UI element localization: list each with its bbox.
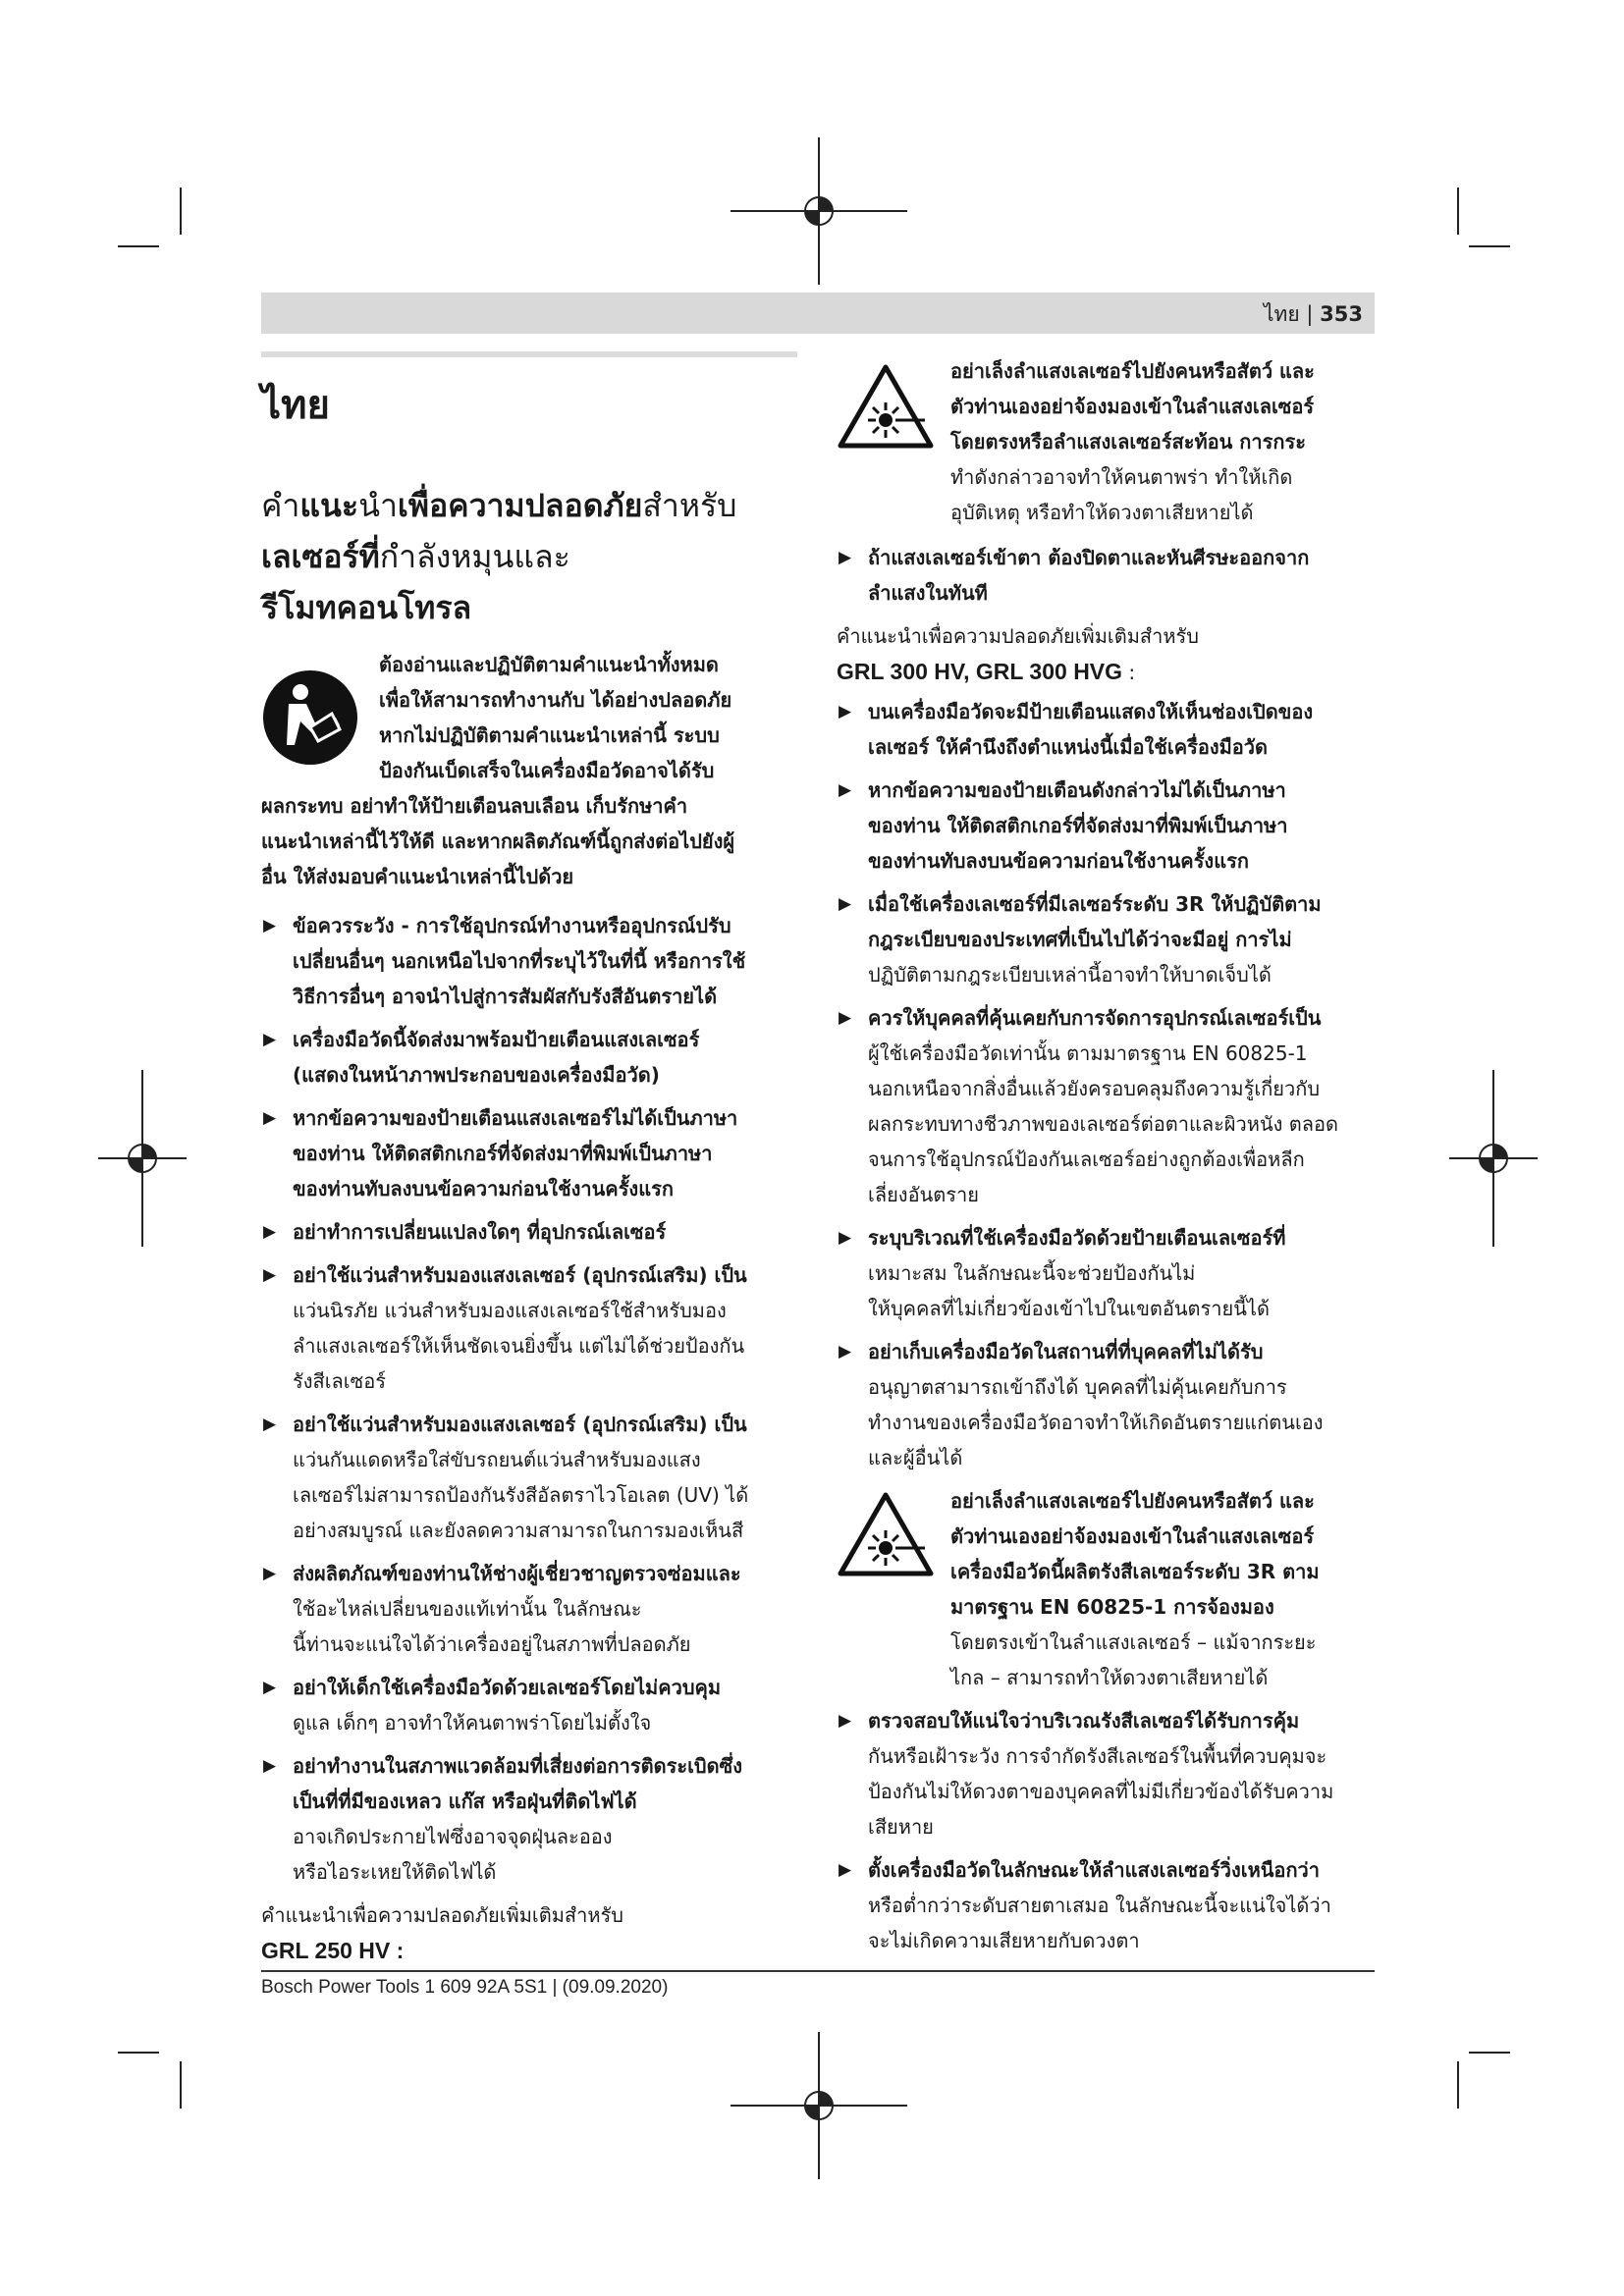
list-item-line: จะไม่เกิดความเสียหายกับดวงตา	[868, 1929, 1140, 1952]
header-section: ไทย	[1263, 302, 1300, 326]
list-item-line: ใช้อะไหล่เปลี่ยนของแท้เท่านั้น ในลักษณะ	[293, 1597, 642, 1621]
intro-line: หากไม่ปฏิบัติตามคำแนะนำเหล่านี้ ระบบ	[379, 723, 720, 747]
list-item-line: หากข้อความของป้ายเตือนดังกล่าวไม่ได้เป็นภาษา	[868, 778, 1286, 802]
warning-line: ตัวท่านเองอย่าจ้องมองเข้าในลำแสงเลเซอร์	[950, 1524, 1315, 1548]
list-item-line: อย่าใช้แว่นสำหรับมองแสงเลเซอร์ (อุปกรณ์เสริม) เป็น	[293, 1263, 747, 1287]
section-rule	[261, 351, 797, 357]
warning-line: เครื่องมือวัดนี้ผลิตรังสีเลเซอร์ระดับ 3R ตาม	[950, 1560, 1320, 1583]
crop-mark	[118, 245, 159, 247]
list-item: ▶ ระบุบริเวณที่ใช้เครื่องมือวัดด้วยป้ายเตือนเลเซอร์ที่ เหมาะสม ในลักษณะนี้จะช่วยป้องกันไม่ ให้บุคคลที่ไม่เกี่ยวข้องเข้าไปในเขตอันตรายนี้ได้	[837, 1220, 1386, 1326]
list-item-line: เหมาะสม ในลักษณะนี้จะช่วยป้องกันไม่	[868, 1261, 1196, 1285]
intro-block	[261, 647, 803, 894]
list-item-line: หรือต่ำกว่าระดับสายตาเสมอ ในลักษณะนี้จะแน่ใจได้ว่า	[868, 1894, 1331, 1917]
list-item: ▶ อย่าทำงานในสภาพแวดล้อมที่เสี่ยงต่อการติดระเบิดซึ่ง เป็นที่ที่มีของเหลว แก๊ส หรือฝุ่นที่ติดไฟได้ อาจเกิดประกายไฟซึ่งอาจจุดฝุ่นละออง หรือไอระเหยให้ติดไฟได้	[261, 1748, 803, 1890]
intro-line: ต้องอ่านและปฏิบัติตามคำแนะนำทั้งหมด	[379, 653, 719, 676]
list-item: ▶ อย่าให้เด็กใช้เครื่องมือวัดด้วยเลเซอร์โดยไม่ควบคุม ดูแล เด็กๆ อาจทำให้คนตาพร่าโดยไม่ตั้งใจ	[261, 1670, 803, 1740]
list-item: ▶ ตั้งเครื่องมือวัดในลักษณะให้ลำแสงเลเซอร์วิ่งเหนือกว่า หรือต่ำกว่าระดับสายตาเสมอ ในลักษณะนี้จะแน่ใจได้ว่า จะไม่เกิดความเสียหายกับดวงตา	[837, 1852, 1386, 1958]
list-item: ▶ เครื่องมือวัดนี้จัดส่งมาพร้อมป้ายเตือนแสงเลเซอร์ (แสดงในหน้าภาพประกอบของเครื่องมือวัด)	[261, 1022, 803, 1093]
right-column	[837, 353, 1386, 1966]
heading-part: เลเซอร์ที่	[261, 538, 380, 575]
list-item-line: ตั้งเครื่องมือวัดในลักษณะให้ลำแสงเลเซอร์วิ่งเหนือกว่า	[868, 1858, 1321, 1882]
list-item-line: เครื่องมือวัดนี้จัดส่งมาพร้อมป้ายเตือนแสงเลเซอร์	[293, 1028, 700, 1051]
list-item: ▶ หากข้อความของป้ายเตือนดังกล่าวไม่ได้เป็นภาษา ของท่าน ให้ติดสติกเกอร์ที่จัดส่งมาที่พิมพ์เป็นภาษา ของท่านทับลงบนข้อความก่อนใช้งานครั้งแรก	[837, 773, 1386, 879]
list-item: ▶ อย่าเก็บเครื่องมือวัดในสถานที่ที่บุคคลที่ไม่ได้รับ อนุญาตสามารถเข้าถึงได้ บุคคลที่ไม่คุ้นเคยกับการ ทำงานของเครื่องมือวัดอาจทำให้เกิดอันตรายแก่ตนเอง และผู้อื่นได้	[837, 1334, 1386, 1475]
heading-part: นำ	[358, 487, 398, 524]
list-item-line: อย่าให้เด็กใช้เครื่องมือวัดด้วยเลเซอร์โดยไม่ควบคุม	[293, 1676, 722, 1699]
page-header	[261, 293, 1375, 334]
list-item-line: ทำงานของเครื่องมือวัดอาจทำให้เกิดอันตรายแก่ตนเอง	[868, 1411, 1324, 1434]
list-item-line: วิธีการอื่นๆ อาจนำไปสู่การสัมผัสกับรังสีอันตรายได้	[293, 985, 718, 1008]
list-item-line: ของท่านทับลงบนข้อความก่อนใช้งานครั้งแรก	[868, 849, 1249, 873]
model-label: GRL 300 HV, GRL 300 HVG	[837, 659, 1123, 684]
list-item: ▶ อย่าใช้แว่นสำหรับมองแสงเลเซอร์ (อุปกรณ์เสริม) เป็น แว่นนิรภัย แว่นสำหรับมองแสงเลเซอร์ใช้สำหรับมอง ลำแสงเลเซอร์ให้เห็นชัดเจนยิ่งขึ้น แต่ไม่ได้ช่วยป้องกัน รังสีเลเซอร์	[261, 1257, 803, 1399]
crop-mark	[118, 2052, 159, 2054]
warning-text: โดยตรงหรือลำแสงเลเซอร์สะท้อน การกระ	[950, 430, 1306, 454]
warning-line: โดยตรงเข้าในลำแสงเลเซอร์ – แม้จากระยะ	[950, 1630, 1317, 1654]
intro-line: ผลกระทบ อย่าทำให้ป้ายเตือนลบเลือน เก็บรักษาคำ	[261, 794, 688, 818]
registration-mark-left	[98, 1070, 187, 1247]
registration-mark-bottom	[731, 2032, 907, 2179]
model-label: GRL 250 HV :	[261, 1938, 405, 1963]
list-item-line: ให้บุคคลที่ไม่เกี่ยวข้องเข้าไปในเขตอันตรายนี้ได้	[868, 1297, 1270, 1320]
left-column	[261, 378, 803, 1968]
registration-mark-top	[731, 137, 907, 285]
list-item-line: ผลกระทบทางชีวภาพของเลเซอร์ต่อตาและผิวหนัง ตลอด	[868, 1112, 1339, 1136]
warning-line: ตัวท่านเองอย่าจ้องมองเข้าในลำแสงเลเซอร์	[950, 395, 1315, 418]
list-item: ▶ ส่งผลิตภัณฑ์ของท่านให้ช่างผู้เชี่ยวชาญตรวจซ่อมและ ใช้อะไหล่เปลี่ยนของแท้เท่านั้น ในลักษณะ นี้ท่านจะแน่ใจได้ว่าเครื่องอยู่ในสภาพที่ปลอดภัย	[261, 1556, 803, 1662]
list-item: ▶ ถ้าแสงเลเซอร์เข้าตา ต้องปิดตาและหันศีรษะออกจาก ลำแสงในทันที	[837, 540, 1386, 611]
heading-part: คำ	[261, 487, 300, 524]
laser-warning-block	[837, 353, 1386, 530]
list-item-line: ลำแสงเลเซอร์ให้เห็นชัดเจนยิ่งขึ้น แต่ไม่ได้ช่วยป้องกัน	[293, 1334, 745, 1358]
read-manual-icon	[261, 668, 359, 767]
intro-line: เพื่อให้สามารถทำงานกับ ได้อย่างปลอดภัย	[379, 688, 732, 712]
page-footer: Bosch Power Tools 1 609 92A 5S1 | (09.09.2020)	[261, 1977, 669, 1998]
page-header-label	[1264, 298, 1363, 331]
list-item-line: ลำแสงในทันที	[868, 581, 988, 605]
list-item-line: ตรวจสอบให้แน่ใจว่าบริเวณรังสีเลเซอร์ได้รับการคุ้ม	[868, 1709, 1300, 1733]
list-item-line: ส่งผลิตภัณฑ์ของท่านให้ช่างผู้เชี่ยวชาญตรวจซ่อมและ	[293, 1562, 741, 1585]
list-item-line: หรือไอระเหยให้ติดไฟได้	[293, 1860, 497, 1884]
list-item-line: ควรให้บุคคลที่คุ้นเคยกับการจัดการอุปกรณ์เลเซอร์เป็น	[868, 1006, 1322, 1030]
list-item: ▶ บนเครื่องมือวัดจะมีป้ายเตือนแสดงให้เห็นช่องเปิดของ เลเซอร์ ให้คำนึงถึงตำแหน่งนี้เมื่อใช้เครื่องมือวัด	[837, 694, 1386, 765]
list-item-line: เลเซอร์ไม่สามารถป้องกันรังสีอัลตราไวโอเลต (UV) ได้	[293, 1483, 749, 1507]
list-item-line: จนการใช้อุปกรณ์ป้องกันเลเซอร์อย่างถูกต้องเพื่อหลีก	[868, 1148, 1305, 1171]
model-colon: :	[1122, 661, 1136, 684]
list-item-line: อย่าทำการเปลี่ยนแปลงใดๆ ที่อุปกรณ์เลเซอร์	[293, 1220, 667, 1244]
list-item-line: เลี่ยงอันตราย	[868, 1183, 979, 1206]
list-item-line: ปฏิบัติตามกฎระเบียบเหล่านี้อาจทำให้บาดเจ็บได้	[868, 963, 1272, 987]
list-item: ▶ อย่าใช้แว่นสำหรับมองแสงเลเซอร์ (อุปกรณ์เสริม) เป็น แว่นกันแดดหรือใส่ขับรถยนต์แว่นสำหรับมองแสง เลเซอร์ไม่สามารถป้องกันรังสีอัลตราไวโอเลต (UV) ได้ อย่างสมบูรณ์ และยังลดความสามารถในการมองเห็นสี	[261, 1407, 803, 1548]
safety-heading	[261, 480, 803, 633]
crop-mark	[1457, 2061, 1459, 2109]
model-line	[837, 654, 1386, 690]
list-item-line: และผู้อื่นได้	[868, 1446, 963, 1469]
heading-part: กำลังหมุนและ	[379, 538, 570, 575]
list-item-line: เมื่อใช้เครื่องเลเซอร์ที่มีเลเซอร์ระดับ 3R ให้ปฏิบัติตาม	[868, 892, 1322, 916]
list-item-line: เป็นที่ที่มีของเหลว แก๊ส หรือฝุ่นที่ติดไฟได้	[293, 1789, 637, 1813]
intro-line: ป้องกันเบ็ดเสร็จในเครื่องมือวัดอาจได้รับ	[379, 759, 715, 782]
laser-warning-icon	[837, 1491, 935, 1579]
section-title: ไทย	[261, 383, 330, 428]
page-number: 353	[1320, 302, 1363, 326]
list-item-line: ข้อควรระวัง - การใช้อุปกรณ์ทำงานหรืออุปกรณ์ปรับ	[293, 914, 731, 937]
list-item-line: ของท่าน ให้ติดสติกเกอร์ที่จัดส่งมาที่พิมพ์เป็นภาษา	[293, 1142, 713, 1165]
list-item-line: ของท่าน ให้ติดสติกเกอร์ที่จัดส่งมาที่พิมพ์เป็นภาษา	[868, 814, 1288, 837]
list-item-line: อย่างสมบูรณ์ และยังลดความสามารถในการมองเห็นสี	[293, 1519, 744, 1542]
intro-line: อื่น ให้ส่งมอบคำแนะนำเหล่านี้ไปด้วย	[261, 865, 574, 888]
crop-mark	[180, 187, 182, 235]
list-item-line: อย่าใช้แว่นสำหรับมองแสงเลเซอร์ (อุปกรณ์เสริม) เป็น	[293, 1413, 747, 1436]
crop-mark	[1469, 2052, 1510, 2054]
laser-warning-block	[837, 1483, 1386, 1695]
warning-line: อย่าเล็งลำแสงเลเซอร์ไปยังคนหรือสัตว์ และ	[950, 1489, 1315, 1513]
list-item-line: กันหรือเฝ้าระวัง การจำกัดรังสีเลเซอร์ในพื้นที่ควบคุมจะ	[868, 1744, 1327, 1768]
warning-line: อุบัติเหตุ หรือทำให้ดวงตาเสียหายได้	[950, 501, 1254, 524]
heading-part: รีโมทคอนโทรล	[261, 589, 472, 626]
list-item: ▶ หากข้อความของป้ายเตือนแสงเลเซอร์ไม่ได้เป็นภาษา ของท่าน ให้ติดสติกเกอร์ที่จัดส่งมาที่พิมพ์เป็นภาษา ของท่านทับลงบนข้อความก่อนใช้งานครั้งแรก	[261, 1100, 803, 1206]
list-item: ▶ เมื่อใช้เครื่องเลเซอร์ที่มีเลเซอร์ระดับ 3R ให้ปฏิบัติตาม กฎระเบียบของประเทศที่เป็นไปได้ว่าจะมีอยู่ การไม่ ปฏิบัติตามกฎระเบียบเหล่านี้อาจทำให้บาดเจ็บได้	[837, 886, 1386, 992]
list-item: ▶ ข้อควรระวัง - การใช้อุปกรณ์ทำงานหรืออุปกรณ์ปรับ เปลี่ยนอื่นๆ นอกเหนือไปจากที่ระบุไว้ในที่นี้ หรือการใช้ วิธีการอื่นๆ อาจนำไปสู่การสัมผัสกับรังสีอันตรายได้	[261, 908, 803, 1014]
crop-mark	[180, 2061, 182, 2109]
intro-line: แนะนำเหล่านี้ไว้ให้ดี และหากผลิตภัณฑ์นี้ถูกส่งต่อไปยังผู้	[261, 829, 735, 853]
list-item-line: เลเซอร์ ให้คำนึงถึงตำแหน่งนี้เมื่อใช้เครื่องมือวัด	[868, 735, 1269, 759]
list-item-line: อนุญาตสามารถเข้าถึงได้ บุคคลที่ไม่คุ้นเคยกับการ	[868, 1375, 1287, 1399]
list-item: ▶ อย่าทำการเปลี่ยนแปลงใดๆ ที่อุปกรณ์เลเซอร์	[261, 1214, 803, 1250]
list-item-line: ของท่านทับลงบนข้อความก่อนใช้งานครั้งแรก	[293, 1177, 674, 1201]
list-item-line: ป้องกันไม่ให้ดวงตาของบุคคลที่ไม่มีเกี่ยวข้องได้รับความ	[868, 1780, 1334, 1803]
heading-part: แนะ	[299, 487, 359, 524]
list-item-line: ระบุบริเวณที่ใช้เครื่องมือวัดด้วยป้ายเตือนเลเซอร์ที่	[868, 1226, 1286, 1250]
header-separator: |	[1306, 302, 1314, 326]
crop-mark	[1457, 187, 1459, 235]
warning-line: ไกล – สามารถทำให้ดวงตาเสียหายได้	[950, 1666, 1269, 1689]
bullet-list	[837, 694, 1386, 1475]
list-item-line: เปลี่ยนอื่นๆ นอกเหนือไปจากที่ระบุไว้ในที่นี้ หรือการใช้	[293, 949, 746, 973]
warning-line: มาตรฐาน EN 60825-1 การจ้องมอง	[950, 1595, 1274, 1619]
list-item-line: แว่นนิรภัย แว่นสำหรับมองแสงเลเซอร์ใช้สำหรับมอง	[293, 1299, 727, 1322]
list-item-line: ผู้ใช้เครื่องมือวัดเท่านั้น ตามมาตรฐาน EN 60825-1	[868, 1041, 1308, 1065]
heading-part: สำหรับ	[642, 487, 737, 524]
list-item: ▶ ตรวจสอบให้แน่ใจว่าบริเวณรังสีเลเซอร์ได้รับการคุ้ม กันหรือเฝ้าระวัง การจำกัดรังสีเลเซอร์ในพื้นที่ควบคุมจะ ป้องกันไม่ให้ดวงตาของบุคคลที่ไม่มีเกี่ยวข้องได้รับความ เสียหาย	[837, 1703, 1386, 1844]
list-item-line: ดูแล เด็กๆ อาจทำให้คนตาพร่าโดยไม่ตั้งใจ	[293, 1711, 652, 1735]
list-item-line: นอกเหนือจากสิ่งอื่นแล้วยังครอบคลุมถึงความรู้เกี่ยวกับ	[868, 1077, 1321, 1100]
list-item-line: อย่าทำงานในสภาพแวดล้อมที่เสี่ยงต่อการติดระเบิดซึ่ง	[293, 1754, 742, 1778]
list-item-line: เสียหาย	[868, 1815, 934, 1839]
list-item-line: นี้ท่านจะแน่ใจได้ว่าเครื่องอยู่ในสภาพที่ปลอดภัย	[293, 1632, 691, 1656]
extra-safety-heading: คำแนะนำเพื่อความปลอดภัยเพิ่มเติมสำหรับ	[261, 1903, 623, 1927]
list-item-line: ถ้าแสงเลเซอร์เข้าตา ต้องปิดตาและหันศีรษะออกจาก	[868, 546, 1310, 569]
list-item-line: รังสีเลเซอร์	[293, 1369, 386, 1393]
list-item-line: กฎระเบียบของประเทศที่เป็นไปได้ว่าจะมีอยู่ การไม่	[868, 928, 1292, 951]
list-item-line: บนเครื่องมือวัดจะมีป้ายเตือนแสดงให้เห็นช่องเปิดของ	[868, 700, 1314, 723]
crop-mark	[1469, 245, 1510, 247]
warning-line	[950, 424, 1386, 459]
list-item-line: แว่นกันแดดหรือใส่ขับรถยนต์แว่นสำหรับมองแสง	[293, 1448, 701, 1471]
warning-line: อย่าเล็งลำแสงเลเซอร์ไปยังคนหรือสัตว์ และ	[950, 359, 1315, 383]
registration-mark-right	[1449, 1070, 1538, 1247]
heading-part: เพื่อความปลอดภัย	[397, 487, 643, 524]
laser-warning-icon	[837, 363, 935, 452]
list-item-line: (แสดงในหน้าภาพประกอบของเครื่องมือวัด)	[293, 1063, 660, 1087]
list-item-line: อย่าเก็บเครื่องมือวัดในสถานที่ที่บุคคลที่ไม่ได้รับ	[868, 1340, 1264, 1363]
list-item: ▶ ควรให้บุคคลที่คุ้นเคยกับการจัดการอุปกรณ์เลเซอร์เป็น ผู้ใช้เครื่องมือวัดเท่านั้น ตามมาตรฐาน EN 60825-1 นอกเหนือจากสิ่งอื่นแล้วยังครอบคลุมถึงความรู้เกี่ยวกับ ผลกระทบทางชีวภาพของเลเซอร์ต่อตาและผิวหนัง ตลอด จนการใช้อุปกรณ์ป้องกันเลเซอร์อย่างถูกต้องเพื่อหลีก เลี่ยงอันตราย	[837, 1000, 1386, 1212]
warning-line: ทำดังกล่าวอาจทำให้คนตาพร่า ทำให้เกิด	[950, 465, 1293, 489]
extra-safety-heading: คำแนะนำเพื่อความปลอดภัยเพิ่มเติมสำหรับ	[837, 624, 1199, 648]
bullet-list	[837, 1703, 1386, 1958]
bullet-list	[261, 908, 803, 1890]
list-item-line: อาจเกิดประกายไฟซึ่งอาจจุดฝุ่นละออง	[293, 1825, 613, 1848]
footer-rule	[261, 1970, 1375, 1972]
list-item-line: หากข้อความของป้ายเตือนแสงเลเซอร์ไม่ได้เป็นภาษา	[293, 1106, 738, 1130]
